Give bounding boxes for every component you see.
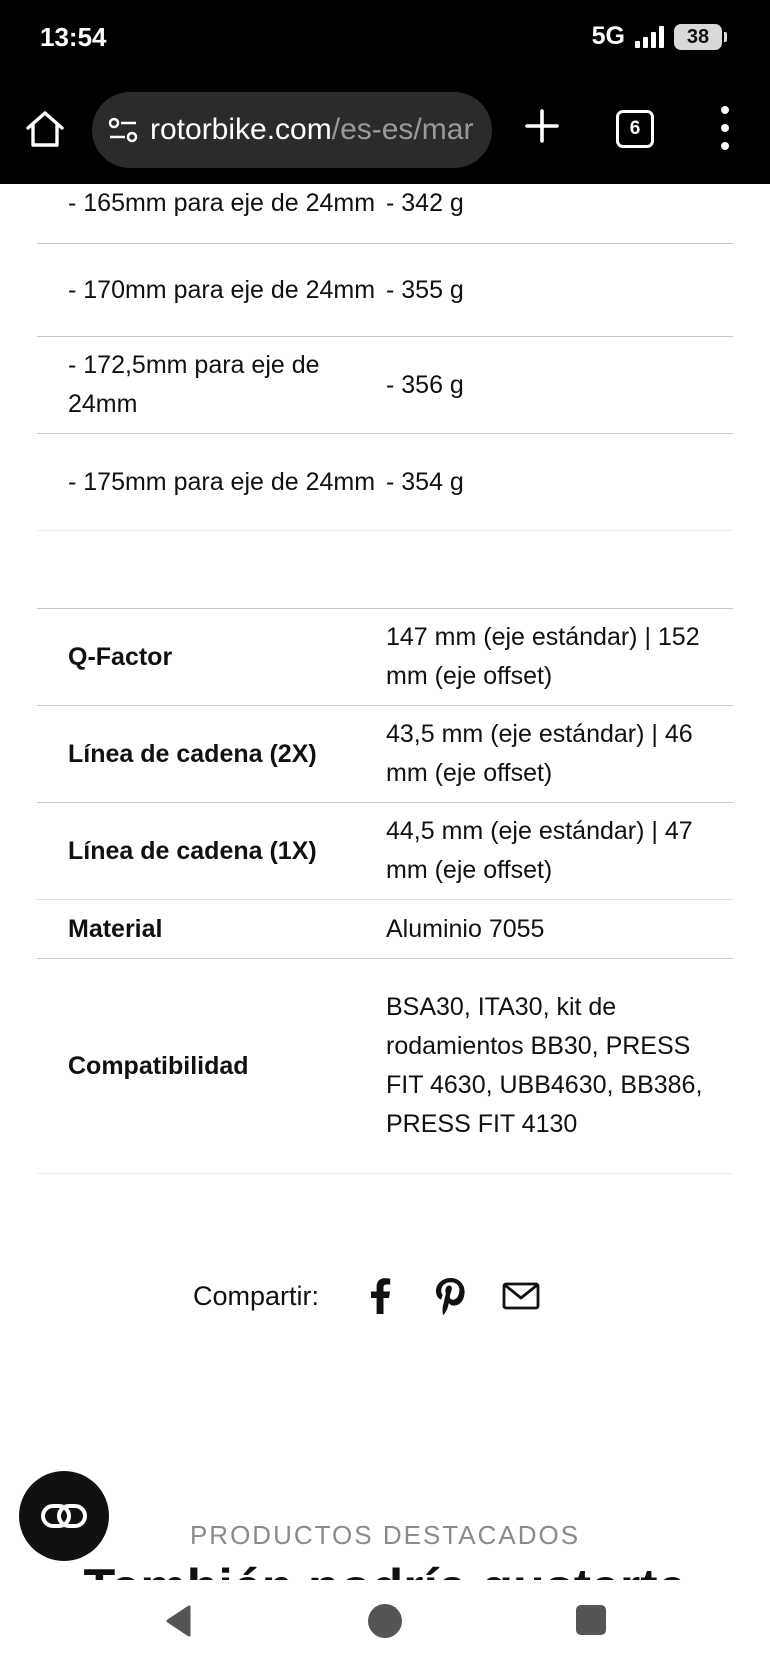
mail-icon[interactable] bbox=[499, 1274, 543, 1318]
spec-value: BSA30, ITA30, kit de rodamientos BB30, PRESS FIT 4630, UBB4630, BB386, PRESS FIT 4130 bbox=[386, 993, 703, 1138]
table-row bbox=[37, 608, 733, 706]
spec-label: Línea de cadena (2X) bbox=[68, 739, 317, 768]
signal-icon bbox=[635, 26, 664, 48]
status-time: 13:54 bbox=[40, 22, 107, 52]
crank-weight: - 355 g bbox=[386, 276, 464, 304]
crank-size: - 165mm para eje de 24mm bbox=[68, 189, 376, 217]
pinterest-icon[interactable] bbox=[429, 1274, 473, 1318]
table-row bbox=[37, 164, 733, 244]
address-bar[interactable] bbox=[92, 92, 492, 168]
table-row bbox=[37, 803, 733, 900]
table-row bbox=[37, 706, 733, 803]
page-content bbox=[0, 184, 770, 1580]
crank-weight: - 342 g bbox=[386, 189, 464, 217]
table-row bbox=[37, 245, 733, 337]
share-bar bbox=[193, 1274, 543, 1318]
home-nav-icon[interactable] bbox=[368, 1604, 402, 1638]
home-icon[interactable] bbox=[24, 108, 66, 150]
spec-value: 44,5 mm (eje estándar) | 47 mm (eje offset) bbox=[386, 817, 693, 884]
crank-weight: - 356 g bbox=[386, 370, 464, 399]
tab-switcher-button[interactable]: 6 bbox=[616, 110, 654, 148]
crank-size: - 170mm para eje de 24mm bbox=[68, 276, 376, 304]
url-host: rotorbike.com bbox=[150, 113, 332, 146]
system-nav-bar bbox=[0, 1580, 770, 1669]
table-row bbox=[37, 959, 733, 1174]
crank-weight: - 354 g bbox=[386, 467, 464, 496]
spec-value: Aluminio 7055 bbox=[386, 914, 545, 943]
more-options-icon[interactable] bbox=[718, 106, 732, 150]
table-row bbox=[37, 900, 733, 959]
status-bar bbox=[0, 0, 770, 80]
spec-label: Material bbox=[68, 914, 163, 943]
chat-button[interactable] bbox=[19, 1471, 109, 1561]
crank-size: - 172,5mm para eje de 24mm bbox=[68, 351, 320, 418]
new-tab-icon[interactable] bbox=[520, 104, 564, 148]
table-row bbox=[37, 434, 733, 531]
network-type: 5G bbox=[591, 22, 625, 50]
crank-size: - 175mm para eje de 24mm bbox=[68, 467, 376, 496]
featured-eyebrow: PRODUCTOS DESTACADOS bbox=[189, 1520, 581, 1550]
table-row bbox=[37, 337, 733, 434]
url-text[interactable] bbox=[150, 113, 473, 147]
spec-label: Línea de cadena (1X) bbox=[68, 836, 317, 865]
spec-label: Q-Factor bbox=[68, 642, 173, 671]
status-indicators bbox=[592, 22, 722, 51]
spec-value: 147 mm (eje estándar) | 152 mm (eje offset) bbox=[386, 623, 700, 690]
chat-logo-icon bbox=[39, 1501, 89, 1531]
battery-icon: 38 bbox=[674, 24, 722, 50]
facebook-icon[interactable] bbox=[359, 1274, 403, 1318]
spec-value: 43,5 mm (eje estándar) | 46 mm (eje offset) bbox=[386, 720, 693, 787]
back-icon[interactable] bbox=[163, 1604, 193, 1638]
url-path: /es-es/mar bbox=[331, 113, 474, 146]
recents-icon[interactable] bbox=[576, 1605, 606, 1635]
share-label: Compartir: bbox=[193, 1280, 320, 1311]
spec-label: Compatibilidad bbox=[68, 1051, 249, 1080]
site-settings-icon[interactable] bbox=[106, 113, 140, 147]
